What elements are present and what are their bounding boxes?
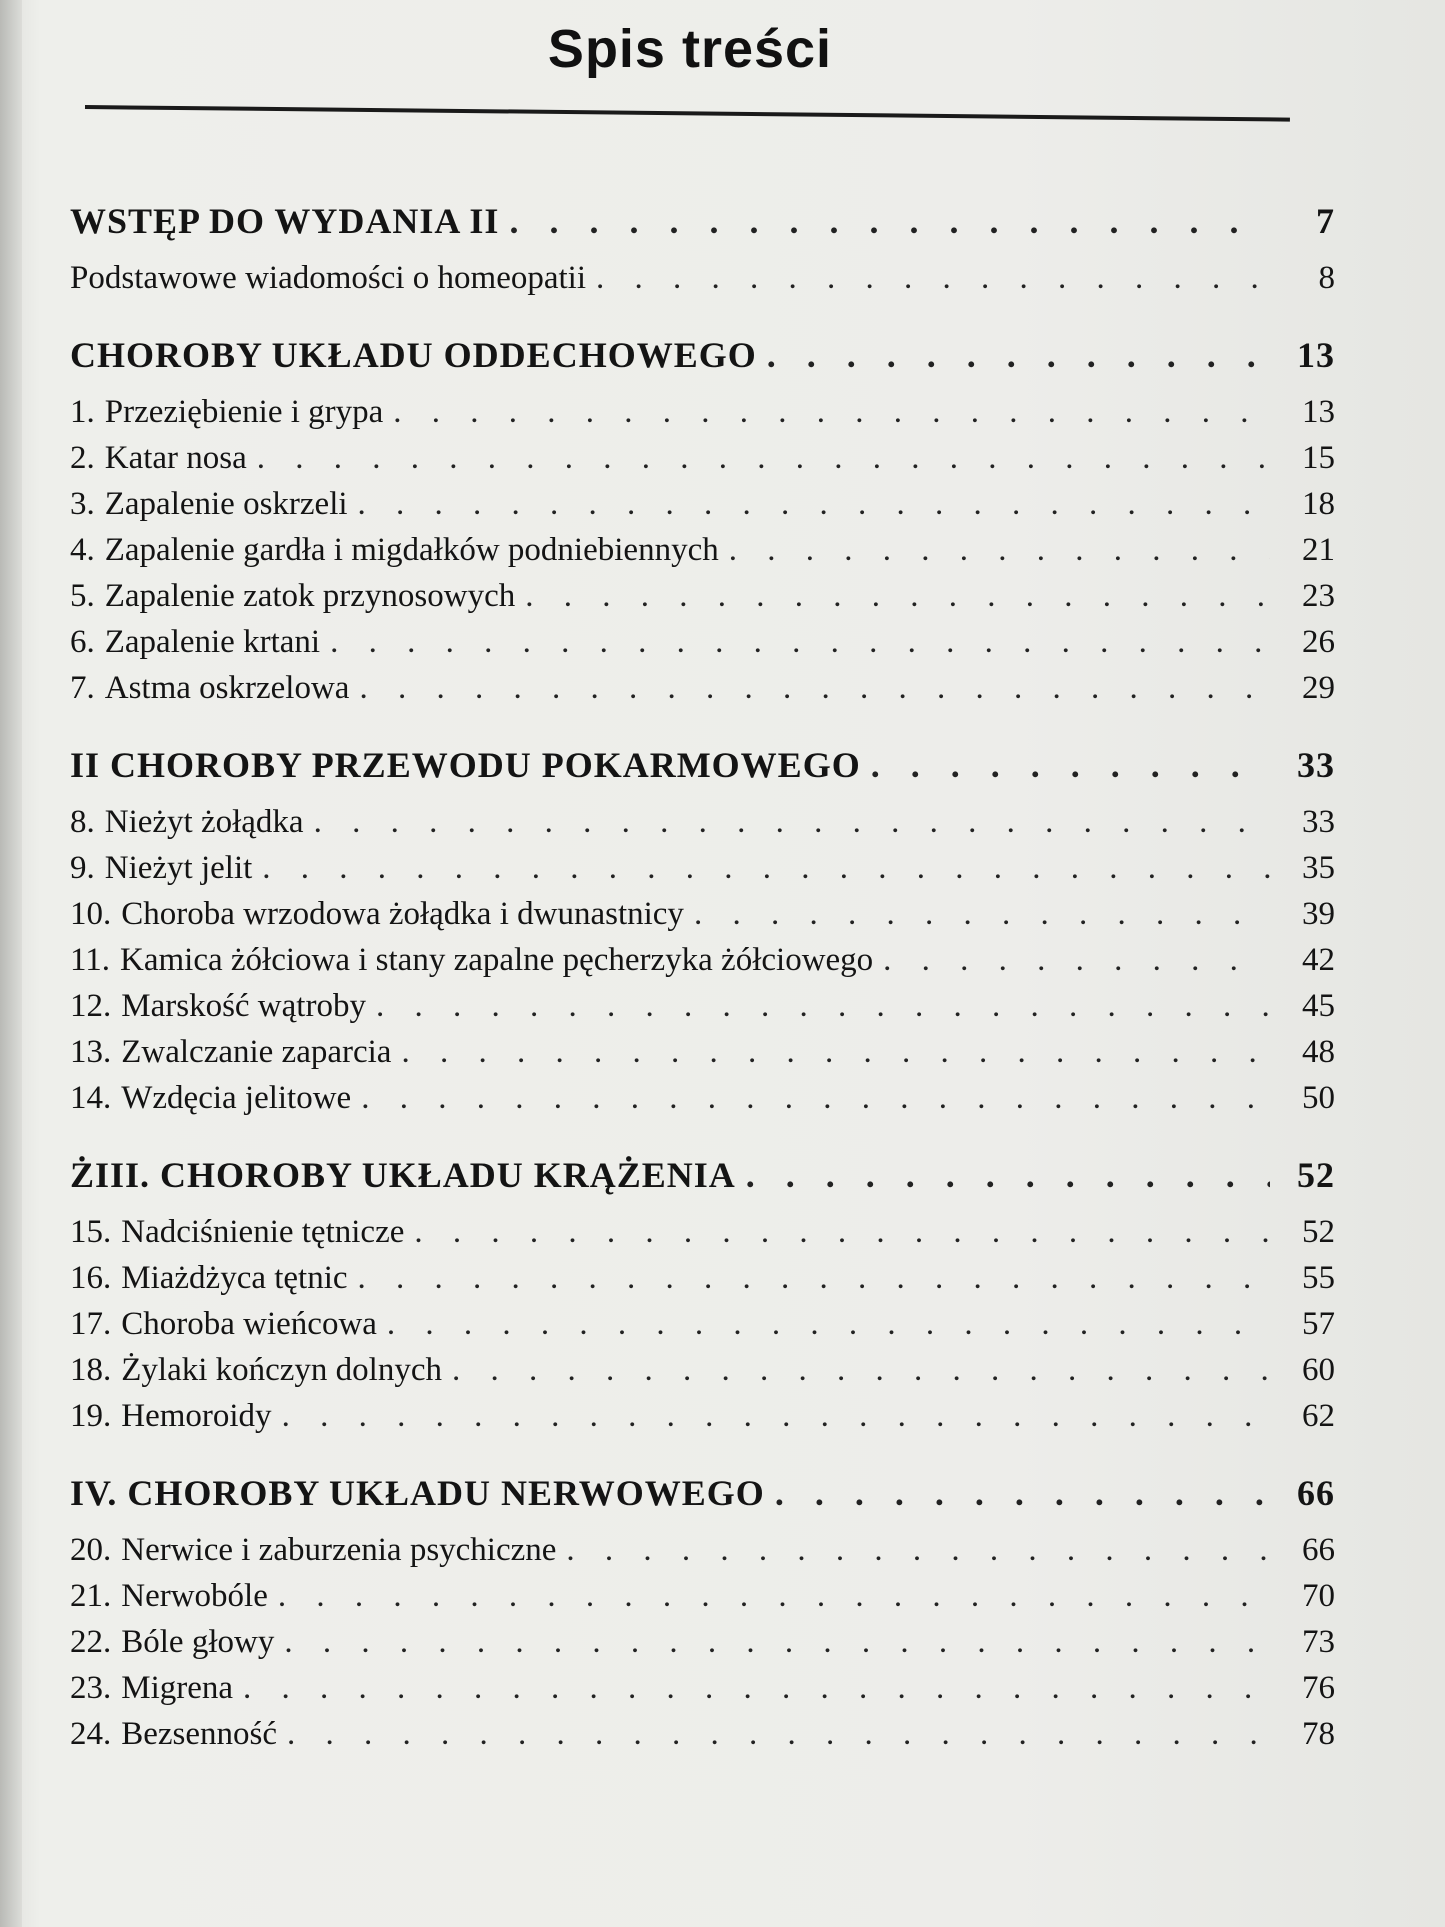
- section-title: WSTĘP DO WYDANIA II: [70, 201, 500, 241]
- entry-page-number: 73: [1302, 1624, 1335, 1660]
- leader-dots: [509, 200, 1270, 242]
- toc-entry: [70, 440, 1335, 486]
- leader-dots: [358, 1260, 1270, 1297]
- leader-dots: [775, 1472, 1270, 1514]
- toc-entry: [70, 670, 1335, 716]
- entry-title: Katar nosa: [104, 440, 247, 476]
- entry-number: 11.: [70, 942, 111, 978]
- leader-dots: [314, 804, 1270, 841]
- toc-entry: [70, 1578, 1335, 1624]
- entry-title: Zapalenie zatok przynosowych: [104, 578, 516, 614]
- leader-dots: [282, 1398, 1270, 1435]
- toc-section-heading: [70, 744, 1335, 804]
- entry-number: 13.: [70, 1034, 112, 1070]
- entry-number: 14.: [70, 1080, 112, 1116]
- leader-dots: [729, 532, 1270, 569]
- section-page-number: 66: [1297, 1473, 1335, 1513]
- toc-section-heading: [70, 334, 1335, 394]
- page-title: Spis treści: [547, 19, 833, 79]
- entry-number: 8.: [70, 804, 95, 840]
- entry-title: Zwalczanie zaparcia: [121, 1034, 392, 1070]
- leader-dots: [376, 988, 1270, 1025]
- entry-number: 23.: [70, 1670, 112, 1706]
- entry-title: Marskość wątroby: [121, 988, 366, 1024]
- entry-number: 12.: [70, 988, 112, 1024]
- entry-title: Nieżyt jelit: [104, 850, 253, 886]
- leader-dots: [566, 1532, 1270, 1569]
- entry-title: Wzdęcia jelitowe: [121, 1080, 352, 1116]
- entry-title: Choroba wrzodowa żołądka i dwunastnicy: [121, 896, 684, 932]
- section-gap: [70, 1444, 1335, 1472]
- entry-page-number: 29: [1302, 670, 1335, 706]
- leader-dots: [694, 896, 1270, 933]
- leader-dots: [452, 1352, 1270, 1389]
- leader-dots: [278, 1578, 1270, 1615]
- leader-dots: [262, 850, 1270, 887]
- entry-number: 19.: [70, 1398, 112, 1434]
- leader-dots: [358, 486, 1270, 523]
- entry-page-number: 39: [1302, 896, 1335, 932]
- toc-entry: [70, 1670, 1335, 1716]
- toc-entry: [70, 1034, 1335, 1080]
- leader-dots: [330, 624, 1270, 661]
- entry-page-number: 48: [1302, 1034, 1335, 1070]
- leader-dots: [361, 1080, 1270, 1117]
- entry-title: Hemoroidy: [121, 1398, 272, 1434]
- toc-entry: [70, 624, 1335, 670]
- toc-entry: [70, 942, 1335, 988]
- toc-entry: [70, 1398, 1335, 1444]
- leader-dots: [393, 394, 1270, 431]
- table-of-contents: [70, 200, 1335, 1762]
- toc-entry: [70, 1080, 1335, 1126]
- entry-number: 6.: [70, 624, 95, 660]
- entry-page-number: 62: [1302, 1398, 1335, 1434]
- entry-number: 20.: [70, 1532, 112, 1568]
- entry-number: 16.: [70, 1260, 112, 1296]
- entry-number: 15.: [70, 1214, 112, 1250]
- entry-page-number: 15: [1302, 440, 1335, 476]
- entry-page-number: 50: [1302, 1080, 1335, 1116]
- entry-title: Migrena: [121, 1670, 234, 1706]
- entry-number: 1.: [70, 394, 95, 430]
- entry-page-number: 70: [1302, 1578, 1335, 1614]
- entry-page-number: 42: [1302, 942, 1335, 978]
- entry-title: Podstawowe wiadomości o homeopatii: [70, 260, 587, 296]
- toc-entry: [70, 804, 1335, 850]
- toc-entry: [70, 486, 1335, 532]
- toc-entry: [70, 1306, 1335, 1352]
- entry-page-number: 26: [1302, 624, 1335, 660]
- toc-entry: [70, 1624, 1335, 1670]
- entry-title: Przeziębienie i grypa: [104, 394, 384, 430]
- leader-dots: [257, 440, 1270, 477]
- entry-number: 10.: [70, 896, 112, 932]
- leader-dots: [746, 1154, 1270, 1196]
- section-gap: [70, 306, 1335, 334]
- leader-dots: [871, 744, 1270, 786]
- entry-page-number: 76: [1302, 1670, 1335, 1706]
- leader-dots: [414, 1214, 1270, 1251]
- entry-page-number: 35: [1302, 850, 1335, 886]
- section-title: IV. CHOROBY UKŁADU NERWOWEGO: [70, 1473, 765, 1513]
- entry-page-number: 78: [1302, 1716, 1335, 1752]
- entry-page-number: 55: [1302, 1260, 1335, 1296]
- leader-dots: [596, 260, 1270, 297]
- leader-dots: [525, 578, 1270, 615]
- entry-title: Miażdżyca tętnic: [121, 1260, 348, 1296]
- entry-number: 18.: [70, 1352, 112, 1388]
- entry-number: 17.: [70, 1306, 112, 1342]
- section-title: ŻIII. CHOROBY UKŁADU KRĄŻENIA: [70, 1155, 736, 1195]
- entry-title: Astma oskrzelowa: [104, 670, 350, 706]
- toc-entry: [70, 394, 1335, 440]
- entry-page-number: 45: [1302, 988, 1335, 1024]
- section-page-number: 52: [1297, 1155, 1335, 1195]
- entry-page-number: 13: [1302, 394, 1335, 430]
- entry-number: 9.: [70, 850, 95, 886]
- entry-page-number: 57: [1302, 1306, 1335, 1342]
- toc-entry: [70, 1716, 1335, 1762]
- entry-number: 3.: [70, 486, 95, 522]
- title-underline: [85, 105, 1290, 122]
- entry-page-number: 23: [1302, 578, 1335, 614]
- entry-number: 7.: [70, 670, 95, 706]
- leader-dots: [243, 1670, 1270, 1707]
- entry-number: 2.: [70, 440, 95, 476]
- leader-dots: [767, 334, 1270, 376]
- leader-dots: [284, 1624, 1270, 1661]
- entry-number: 21.: [70, 1578, 112, 1614]
- entry-title: Zapalenie krtani: [104, 624, 321, 660]
- toc-entry: [70, 1532, 1335, 1578]
- entry-number: 22.: [70, 1624, 112, 1660]
- section-gap: [70, 716, 1335, 744]
- entry-title: Zapalenie gardła i migdałków podniebiennych: [104, 532, 719, 568]
- toc-section-heading: [70, 1472, 1335, 1532]
- entry-page-number: 8: [1318, 260, 1335, 296]
- toc-entry: [70, 1352, 1335, 1398]
- entry-number: 24.: [70, 1716, 112, 1752]
- leader-dots: [359, 670, 1270, 707]
- entry-page-number: 18: [1302, 486, 1335, 522]
- section-title: CHOROBY UKŁADU ODDECHOWEGO: [70, 335, 757, 375]
- entry-title: Choroba wieńcowa: [121, 1306, 377, 1342]
- entry-page-number: 60: [1302, 1352, 1335, 1388]
- entry-number: 4.: [70, 532, 95, 568]
- toc-entry: [70, 1260, 1335, 1306]
- toc-entry: [70, 896, 1335, 942]
- section-page-number: 13: [1297, 335, 1335, 375]
- entry-title: Bóle głowy: [121, 1624, 275, 1660]
- leader-dots: [287, 1716, 1270, 1753]
- toc-entry: [70, 532, 1335, 578]
- entry-page-number: 66: [1302, 1532, 1335, 1568]
- entry-title: Nerwobóle: [121, 1578, 268, 1614]
- entry-page-number: 33: [1302, 804, 1335, 840]
- entry-page-number: 52: [1302, 1214, 1335, 1250]
- entry-title: Żylaki kończyn dolnych: [121, 1352, 443, 1388]
- toc-entry: [70, 578, 1335, 624]
- book-page-edge: [0, 0, 22, 1927]
- toc-entry: [70, 1214, 1335, 1260]
- section-page-number: 7: [1316, 201, 1335, 241]
- section-gap: [70, 1126, 1335, 1154]
- entry-title: Bezsenność: [121, 1716, 278, 1752]
- section-page-number: 33: [1297, 745, 1335, 785]
- section-title: II CHOROBY PRZEWODU POKARMOWEGO: [70, 745, 861, 785]
- toc-section-heading: [70, 1154, 1335, 1214]
- entry-title: Zapalenie oskrzeli: [104, 486, 348, 522]
- leader-dots: [387, 1306, 1270, 1343]
- leader-dots: [883, 942, 1270, 979]
- toc-entry: [70, 260, 1335, 306]
- toc-entry: [70, 988, 1335, 1034]
- entry-page-number: 21: [1302, 532, 1335, 568]
- entry-number: 5.: [70, 578, 95, 614]
- entry-title: Nadciśnienie tętnicze: [121, 1214, 405, 1250]
- toc-section-heading: [70, 200, 1335, 260]
- entry-title: Nerwice i zaburzenia psychiczne: [121, 1532, 557, 1568]
- leader-dots: [401, 1034, 1270, 1071]
- toc-entry: [70, 850, 1335, 896]
- entry-title: Kamica żółciowa i stany zapalne pęcherzyka żółciowego: [120, 942, 874, 978]
- entry-title: Nieżyt żołądka: [104, 804, 304, 840]
